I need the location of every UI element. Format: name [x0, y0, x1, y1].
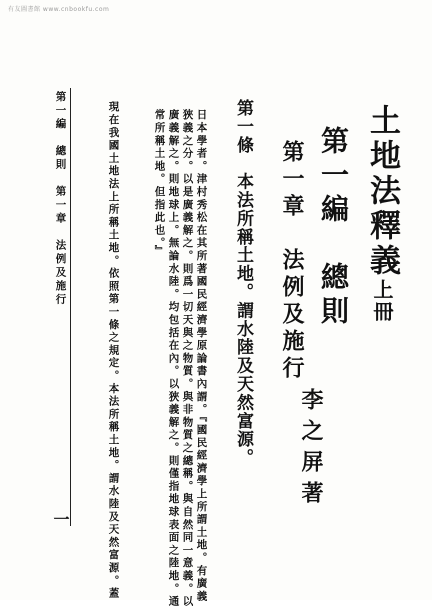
chapter-heading: 第一章 法例及施行	[279, 140, 305, 383]
note-line: 廣義解之。則地球上。無論水陸。均包括在內。以狹義解之。則僅指地球表面之陸地。通	[167, 109, 180, 608]
note-line: 日本學者。津村秀松在其所著國民經濟學原論書內謂。『國民經濟學上所謂土地。有廣義	[195, 109, 208, 603]
body-line: 現在我國土地法上所稱土地。依照第一條之規定。本法所稱土地。謂水陸及天然富源。蓋	[107, 101, 120, 601]
book-title-text: 土地法釋義	[364, 104, 400, 279]
margin-rule	[70, 88, 71, 526]
article-heading: 第一條 本法所稱土地。謂水陸及天然富源。	[233, 99, 253, 467]
watermark-text: 有友圖書館 www.cnbookfu.com	[8, 6, 110, 13]
running-head: 第一編 總則 第一章 法例及施行	[54, 91, 67, 307]
note-line: 狹義之分。以是廣義解之。則爲一切天與之物質。與非物質之總稱。與自然同一意義。以	[181, 109, 194, 608]
page-number: 一	[51, 511, 70, 527]
author-name: 李之屏著	[298, 388, 324, 512]
note-line: 常所稱土地。但指此也。』	[153, 109, 166, 258]
volume-label: 上冊	[370, 279, 394, 323]
part-heading: 第一編 總則	[317, 126, 350, 330]
book-title	[364, 104, 400, 323]
